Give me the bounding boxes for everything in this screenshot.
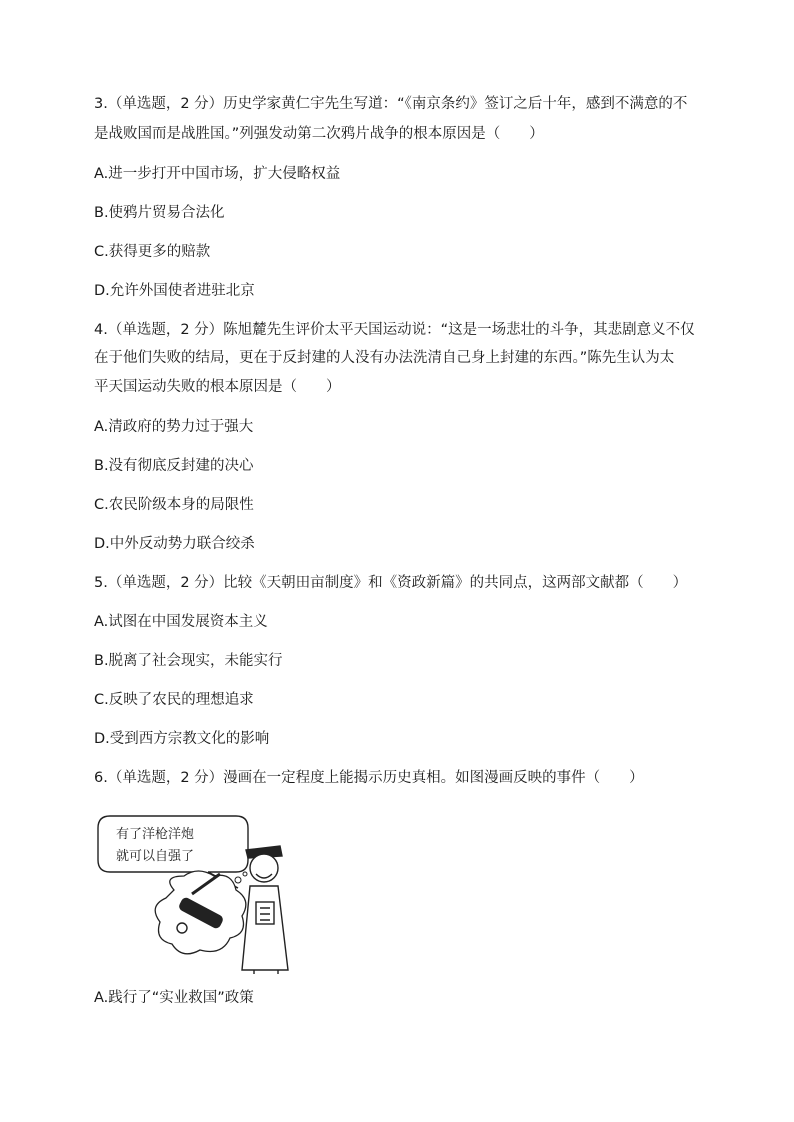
q4-option-b: B.没有彻底反封建的决心 — [94, 458, 254, 474]
q5-option-c: C.反映了农民的理想追求 — [94, 692, 254, 708]
q4-stem-line3: 平天国运动失败的根本原因是（ ） — [94, 379, 341, 395]
q4-option-d: D.中外反动势力联合绞杀 — [94, 536, 255, 552]
speech-bubble-line1: 有了洋枪洋炮 — [116, 827, 195, 842]
q3-option-d: D.允许外国使者进驻北京 — [94, 283, 255, 299]
q4-option-c: C.农民阶级本身的局限性 — [94, 497, 254, 513]
q6-option-a: A.践行了“实业救国”政策 — [94, 990, 254, 1006]
q5-option-b: B.脱离了社会现实，未能实行 — [94, 653, 283, 669]
q4-option-a: A.清政府的势力过于强大 — [94, 419, 254, 435]
q3-option-b: B.使鸦片贸易合法化 — [94, 205, 225, 221]
q5-stem-line1: 5.（单选题，2 分）比较《天朝田亩制度》和《资政新篇》的共同点，这两部文献都（ ） — [94, 575, 688, 591]
q4-stem-line2: 在于他们失败的结局，更在于反封建的人没有办法洗清自己身上封建的东西。”陈先生认为太 — [94, 350, 675, 366]
q3-stem-line2: 是战败国而是战胜国。”列强发动第二次鸦片战争的根本原因是（ ） — [94, 126, 544, 142]
speech-bubble-line2: 就可以自强了 — [116, 849, 195, 864]
q3-option-c: C.获得更多的赔款 — [94, 244, 211, 260]
q3-option-a: A.进一步打开中国市场，扩大侵略权益 — [94, 166, 341, 182]
qing-official-figure — [242, 846, 288, 974]
q3-stem-line1: 3.（单选题，2 分）历史学家黄仁宇先生写道：“《南京条约》签订之后十年，感到不满意的不 — [94, 96, 688, 112]
q6-stem-line1: 6.（单选题，2 分）漫画在一定程度上能揭示历史真相。如图漫画反映的事件（ ） — [94, 770, 644, 786]
q5-option-d: D.受到西方宗教文化的影响 — [94, 731, 270, 747]
q6-cartoon-figure — [96, 810, 316, 975]
q4-stem-line1: 4.（单选题，2 分）陈旭麓先生评价太平天国运动说：“这是一场悲壮的斗争，其悲剧意义不仅 — [94, 322, 695, 338]
q5-option-a: A.试图在中国发展资本主义 — [94, 614, 268, 630]
